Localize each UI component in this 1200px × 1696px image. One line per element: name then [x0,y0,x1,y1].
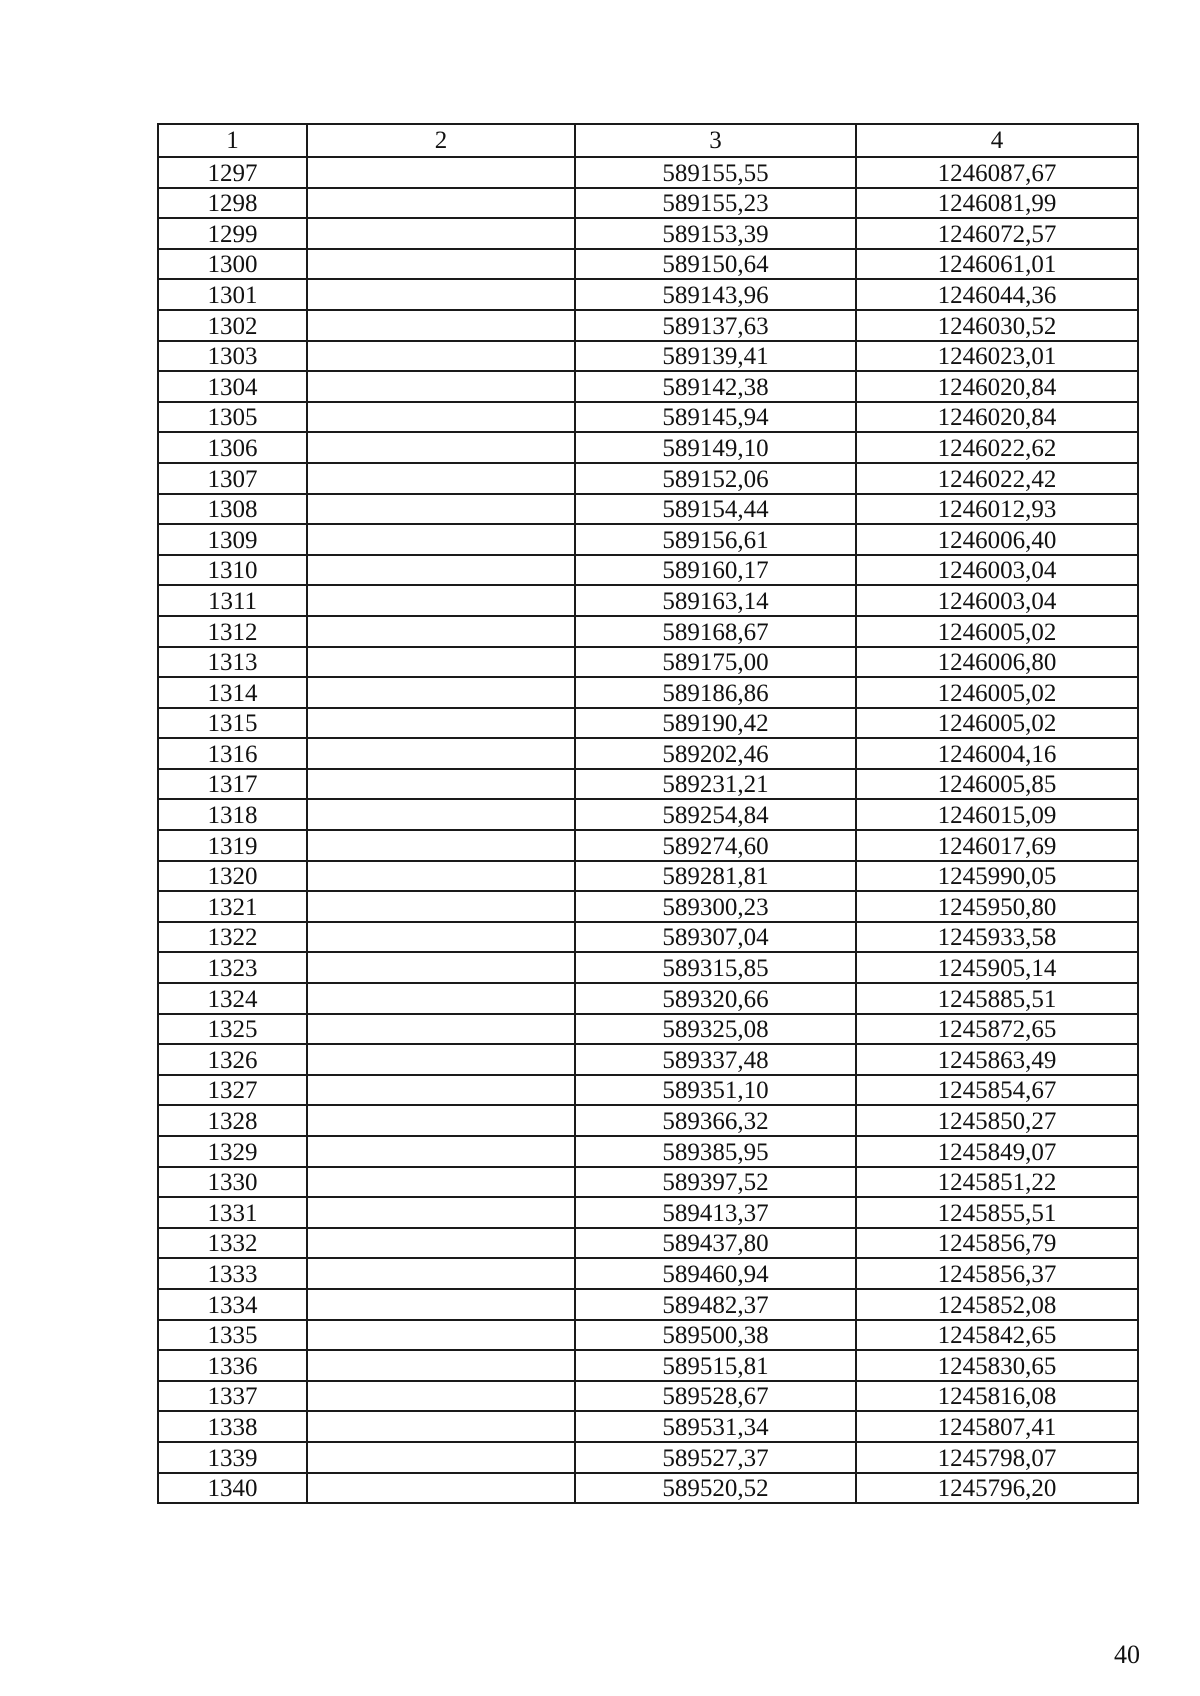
description-cell [307,371,575,402]
x-coordinate-cell: 589149,10 [575,432,856,463]
x-coordinate-cell: 589231,21 [575,769,856,800]
point-number-cell: 1320 [158,861,307,892]
table-row [158,1228,1138,1259]
description-cell [307,830,575,861]
description-cell [307,494,575,525]
point-number-cell: 1327 [158,1075,307,1106]
table-row [158,1473,1138,1504]
y-coordinate-cell: 1245849,07 [856,1136,1138,1167]
table-row [158,677,1138,708]
description-cell [307,708,575,739]
y-coordinate-cell: 1245796,20 [856,1473,1138,1504]
table-row [158,1075,1138,1106]
x-coordinate-cell: 589145,94 [575,402,856,433]
description-cell [307,861,575,892]
table-row [158,647,1138,678]
table-row [158,249,1138,280]
description-cell [307,1167,575,1198]
x-coordinate-cell: 589274,60 [575,830,856,861]
x-coordinate-cell: 589460,94 [575,1258,856,1289]
table-row [158,218,1138,249]
point-number-cell: 1330 [158,1167,307,1198]
y-coordinate-cell: 1245816,08 [856,1381,1138,1412]
table-row [158,1014,1138,1045]
y-coordinate-cell: 1246044,36 [856,279,1138,310]
x-coordinate-cell: 589142,38 [575,371,856,402]
table-row [158,1320,1138,1351]
table-row [158,341,1138,372]
table-row [158,1350,1138,1381]
description-cell [307,555,575,586]
point-number-cell: 1337 [158,1381,307,1412]
x-coordinate-cell: 589139,41 [575,341,856,372]
y-coordinate-cell: 1245933,58 [856,922,1138,953]
description-cell [307,1381,575,1412]
y-coordinate-cell: 1246087,67 [856,157,1138,188]
point-number-cell: 1308 [158,494,307,525]
y-coordinate-cell: 1245856,37 [856,1258,1138,1289]
y-coordinate-cell: 1245863,49 [856,1044,1138,1075]
x-coordinate-cell: 589202,46 [575,738,856,769]
y-coordinate-cell: 1246004,16 [856,738,1138,769]
x-coordinate-cell: 589337,48 [575,1044,856,1075]
point-number-cell: 1300 [158,249,307,280]
description-cell [307,738,575,769]
table-row [158,432,1138,463]
point-number-cell: 1332 [158,1228,307,1259]
point-number-cell: 1298 [158,188,307,219]
x-coordinate-cell: 589190,42 [575,708,856,739]
y-coordinate-cell: 1245850,27 [856,1105,1138,1136]
description-cell [307,1473,575,1504]
description-cell [307,1014,575,1045]
point-number-cell: 1319 [158,830,307,861]
point-number-cell: 1336 [158,1350,307,1381]
y-coordinate-cell: 1246030,52 [856,310,1138,341]
y-coordinate-cell: 1246012,93 [856,494,1138,525]
table-row [158,157,1138,188]
x-coordinate-cell: 589150,64 [575,249,856,280]
description-cell [307,1350,575,1381]
description-cell [307,279,575,310]
table-row [158,188,1138,219]
table-header-row [158,124,1138,157]
description-cell [307,402,575,433]
point-number-cell: 1334 [158,1289,307,1320]
description-cell [307,1075,575,1106]
x-coordinate-cell: 589325,08 [575,1014,856,1045]
table-row [158,830,1138,861]
description-cell [307,922,575,953]
description-cell [307,218,575,249]
point-number-cell: 1335 [158,1320,307,1351]
point-number-cell: 1333 [158,1258,307,1289]
table-row [158,555,1138,586]
y-coordinate-cell: 1245950,80 [856,891,1138,922]
point-number-cell: 1297 [158,157,307,188]
table-row [158,1258,1138,1289]
x-coordinate-cell: 589281,81 [575,861,856,892]
y-coordinate-cell: 1246072,57 [856,218,1138,249]
table-row [158,585,1138,616]
x-coordinate-cell: 589154,44 [575,494,856,525]
description-cell [307,585,575,616]
x-coordinate-cell: 589137,63 [575,310,856,341]
x-coordinate-cell: 589527,37 [575,1442,856,1473]
x-coordinate-cell: 589520,52 [575,1473,856,1504]
y-coordinate-cell: 1245872,65 [856,1014,1138,1045]
description-cell [307,983,575,1014]
y-coordinate-cell: 1246006,40 [856,524,1138,555]
point-number-cell: 1301 [158,279,307,310]
point-number-cell: 1325 [158,1014,307,1045]
x-coordinate-cell: 589143,96 [575,279,856,310]
y-coordinate-cell: 1246003,04 [856,585,1138,616]
y-coordinate-cell: 1245798,07 [856,1442,1138,1473]
description-cell [307,1105,575,1136]
description-cell [307,157,575,188]
y-coordinate-cell: 1245855,51 [856,1197,1138,1228]
point-number-cell: 1309 [158,524,307,555]
table-row [158,1167,1138,1198]
x-coordinate-cell: 589531,34 [575,1411,856,1442]
x-coordinate-cell: 589254,84 [575,799,856,830]
table-row [158,1442,1138,1473]
x-coordinate-cell: 589155,23 [575,188,856,219]
description-cell [307,677,575,708]
x-coordinate-cell: 589153,39 [575,218,856,249]
description-cell [307,1197,575,1228]
point-number-cell: 1310 [158,555,307,586]
description-cell [307,1289,575,1320]
point-number-cell: 1338 [158,1411,307,1442]
x-coordinate-cell: 589300,23 [575,891,856,922]
y-coordinate-cell: 1246061,01 [856,249,1138,280]
description-cell [307,1228,575,1259]
y-coordinate-cell: 1245852,08 [856,1289,1138,1320]
y-coordinate-cell: 1246022,42 [856,463,1138,494]
table-row [158,1289,1138,1320]
description-cell [307,188,575,219]
page-number: 40 [1114,1640,1140,1669]
description-cell [307,249,575,280]
point-number-cell: 1331 [158,1197,307,1228]
y-coordinate-cell: 1246003,04 [856,555,1138,586]
description-cell [307,1258,575,1289]
x-coordinate-cell: 589156,61 [575,524,856,555]
point-number-cell: 1303 [158,341,307,372]
table-row [158,922,1138,953]
y-coordinate-cell: 1246022,62 [856,432,1138,463]
point-number-cell: 1326 [158,1044,307,1075]
point-number-cell: 1302 [158,310,307,341]
point-number-cell: 1315 [158,708,307,739]
x-coordinate-cell: 589155,55 [575,157,856,188]
table-row [158,769,1138,800]
point-number-cell: 1322 [158,922,307,953]
table-row [158,861,1138,892]
point-number-cell: 1304 [158,371,307,402]
table-row [158,1197,1138,1228]
point-number-cell: 1323 [158,952,307,983]
table-row [158,738,1138,769]
x-coordinate-cell: 589366,32 [575,1105,856,1136]
table-row [158,402,1138,433]
y-coordinate-cell: 1245830,65 [856,1350,1138,1381]
y-coordinate-cell: 1246005,02 [856,708,1138,739]
description-cell [307,463,575,494]
column-header-3: 3 [575,124,856,157]
x-coordinate-cell: 589397,52 [575,1167,856,1198]
y-coordinate-cell: 1245856,79 [856,1228,1138,1259]
description-cell [307,1044,575,1075]
table-row [158,1411,1138,1442]
y-coordinate-cell: 1245854,67 [856,1075,1138,1106]
y-coordinate-cell: 1246017,69 [856,830,1138,861]
y-coordinate-cell: 1245885,51 [856,983,1138,1014]
y-coordinate-cell: 1245990,05 [856,861,1138,892]
table-row [158,616,1138,647]
coordinates-table [157,123,1139,1504]
table-row [158,708,1138,739]
table-row [158,983,1138,1014]
y-coordinate-cell: 1245842,65 [856,1320,1138,1351]
x-coordinate-cell: 589152,06 [575,463,856,494]
column-header-2: 2 [307,124,575,157]
point-number-cell: 1340 [158,1473,307,1504]
point-number-cell: 1316 [158,738,307,769]
x-coordinate-cell: 589385,95 [575,1136,856,1167]
y-coordinate-cell: 1246020,84 [856,371,1138,402]
table-row [158,1381,1138,1412]
point-number-cell: 1312 [158,616,307,647]
x-coordinate-cell: 589168,67 [575,616,856,647]
description-cell [307,616,575,647]
table-row [158,1044,1138,1075]
point-number-cell: 1305 [158,402,307,433]
x-coordinate-cell: 589515,81 [575,1350,856,1381]
x-coordinate-cell: 589351,10 [575,1075,856,1106]
x-coordinate-cell: 589482,37 [575,1289,856,1320]
x-coordinate-cell: 589175,00 [575,647,856,678]
point-number-cell: 1306 [158,432,307,463]
x-coordinate-cell: 589307,04 [575,922,856,953]
y-coordinate-cell: 1246023,01 [856,341,1138,372]
x-coordinate-cell: 589315,85 [575,952,856,983]
x-coordinate-cell: 589186,86 [575,677,856,708]
x-coordinate-cell: 589437,80 [575,1228,856,1259]
table-row [158,494,1138,525]
table-row [158,952,1138,983]
x-coordinate-cell: 589413,37 [575,1197,856,1228]
description-cell [307,432,575,463]
table-row [158,1136,1138,1167]
point-number-cell: 1299 [158,218,307,249]
description-cell [307,952,575,983]
y-coordinate-cell: 1246020,84 [856,402,1138,433]
table-row [158,310,1138,341]
description-cell [307,799,575,830]
point-number-cell: 1317 [158,769,307,800]
description-cell [307,1320,575,1351]
table-row [158,524,1138,555]
point-number-cell: 1318 [158,799,307,830]
description-cell [307,1411,575,1442]
point-number-cell: 1314 [158,677,307,708]
table-row [158,279,1138,310]
description-cell [307,769,575,800]
y-coordinate-cell: 1245905,14 [856,952,1138,983]
point-number-cell: 1313 [158,647,307,678]
table-row [158,371,1138,402]
description-cell [307,647,575,678]
point-number-cell: 1329 [158,1136,307,1167]
point-number-cell: 1339 [158,1442,307,1473]
point-number-cell: 1321 [158,891,307,922]
table-row [158,799,1138,830]
x-coordinate-cell: 589528,67 [575,1381,856,1412]
description-cell [307,524,575,555]
x-coordinate-cell: 589320,66 [575,983,856,1014]
x-coordinate-cell: 589160,17 [575,555,856,586]
description-cell [307,310,575,341]
point-number-cell: 1328 [158,1105,307,1136]
table-row [158,891,1138,922]
description-cell [307,891,575,922]
description-cell [307,1136,575,1167]
table-row [158,1105,1138,1136]
column-header-1: 1 [158,124,307,157]
point-number-cell: 1324 [158,983,307,1014]
y-coordinate-cell: 1246081,99 [856,188,1138,219]
y-coordinate-cell: 1246006,80 [856,647,1138,678]
x-coordinate-cell: 589500,38 [575,1320,856,1351]
x-coordinate-cell: 589163,14 [575,585,856,616]
y-coordinate-cell: 1246015,09 [856,799,1138,830]
y-coordinate-cell: 1246005,85 [856,769,1138,800]
y-coordinate-cell: 1246005,02 [856,616,1138,647]
y-coordinate-cell: 1245851,22 [856,1167,1138,1198]
table-body [158,157,1138,1503]
point-number-cell: 1307 [158,463,307,494]
description-cell [307,1442,575,1473]
y-coordinate-cell: 1246005,02 [856,677,1138,708]
table-row [158,463,1138,494]
column-header-4: 4 [856,124,1138,157]
point-number-cell: 1311 [158,585,307,616]
description-cell [307,341,575,372]
y-coordinate-cell: 1245807,41 [856,1411,1138,1442]
